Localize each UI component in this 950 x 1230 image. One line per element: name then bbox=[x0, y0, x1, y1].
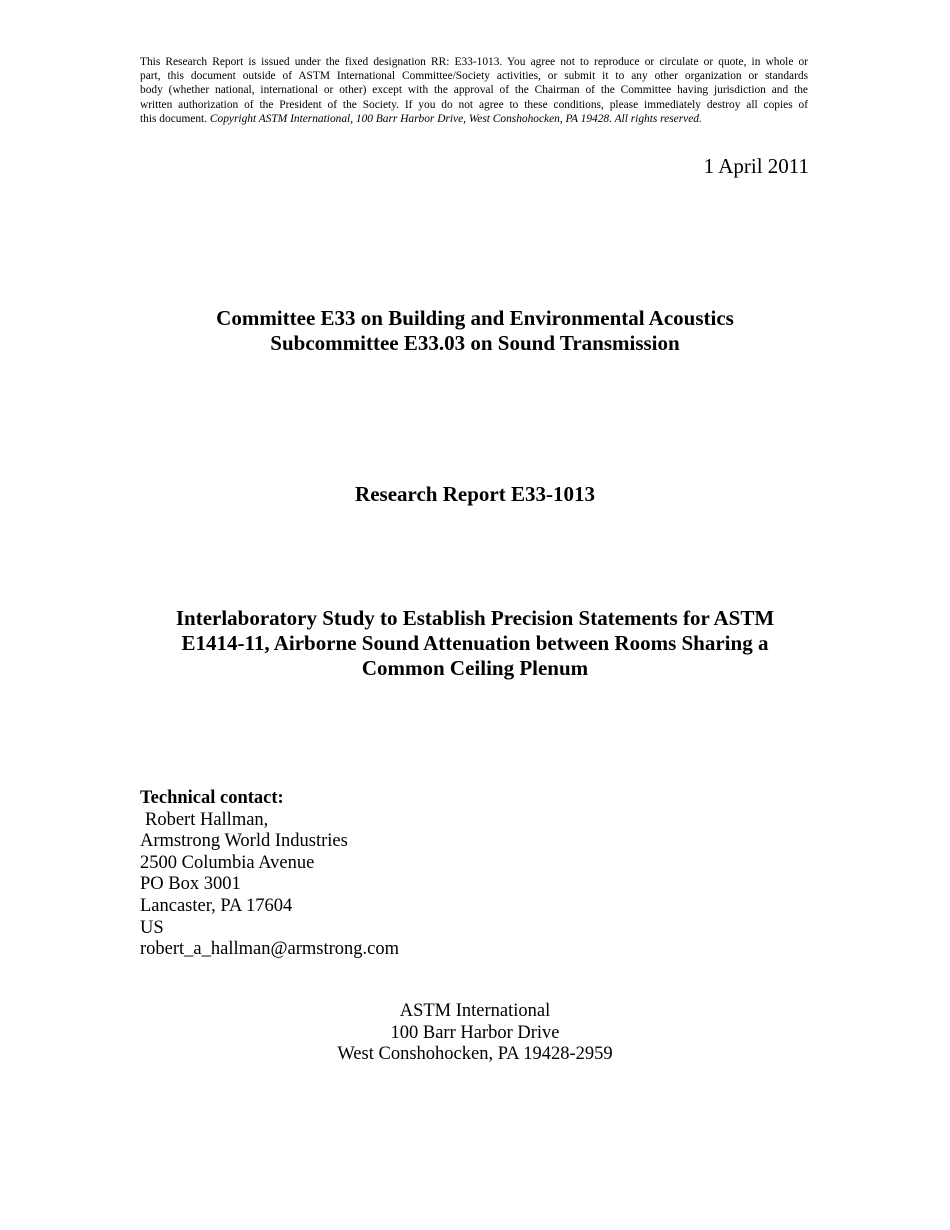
report-number: Research Report E33-1013 bbox=[355, 482, 595, 506]
copyright-notice bbox=[140, 55, 808, 126]
report-title-line-3: Common Ceiling Plenum bbox=[361, 656, 589, 680]
report-title-line-1: Interlaboratory Study to Establish Precision Statements for ASTM bbox=[175, 606, 775, 630]
committee-heading bbox=[0, 306, 950, 356]
report-title bbox=[0, 606, 950, 681]
notice-line-5 bbox=[140, 112, 808, 126]
committee-name: Committee E33 on Building and Environmental Acoustics bbox=[216, 306, 734, 330]
contact-po-box: PO Box 3001 bbox=[140, 874, 241, 895]
contact-country: US bbox=[140, 917, 164, 938]
notice-line-1: This Research Report is issued under the fixed designation RR: E33-1013. You agree not to reproduce or circulate or quote, in whole or bbox=[140, 56, 808, 68]
technical-contact-block bbox=[140, 788, 399, 961]
astm-address-block bbox=[0, 1001, 950, 1066]
notice-line-4: written authorization of the President of the Society. If you do not agree to these conditions, please immediately destroy all copies of bbox=[140, 98, 808, 111]
notice-line-3: body (whether national, international or other) except with the approval of the Chairman of the Committee having jurisdiction and the bbox=[140, 84, 808, 97]
subcommittee-name: Subcommittee E33.03 on Sound Transmission bbox=[270, 331, 680, 355]
contact-email[interactable]: robert_a_hallman@armstrong.com bbox=[140, 939, 399, 960]
contact-company: Armstrong World Industries bbox=[140, 831, 348, 852]
contact-city: Lancaster, PA 17604 bbox=[140, 895, 293, 916]
notice-line-2: part, this document outside of ASTM International Committee/Society activities, or submit it to any other organization or standards bbox=[140, 70, 808, 83]
report-date: 1 April 2011 bbox=[703, 154, 809, 178]
report-title-line-2: E1414-11, Airborne Sound Attenuation between Rooms Sharing a bbox=[181, 631, 769, 655]
technical-contact-heading: Technical contact: bbox=[140, 788, 284, 808]
astm-street: 100 Barr Harbor Drive bbox=[390, 1022, 560, 1043]
contact-street: 2500 Columbia Avenue bbox=[140, 852, 315, 873]
notice-last-line-plain: this document. bbox=[140, 112, 210, 125]
astm-name: ASTM International bbox=[399, 1001, 551, 1021]
astm-city: West Conshohocken, PA 19428-2959 bbox=[337, 1044, 613, 1065]
copyright-statement: Copyright ASTM International, 100 Barr Harbor Drive, West Conshohocken, PA 19428. All rights reserved. bbox=[209, 112, 702, 125]
contact-name: Robert Hallman, bbox=[145, 809, 269, 830]
